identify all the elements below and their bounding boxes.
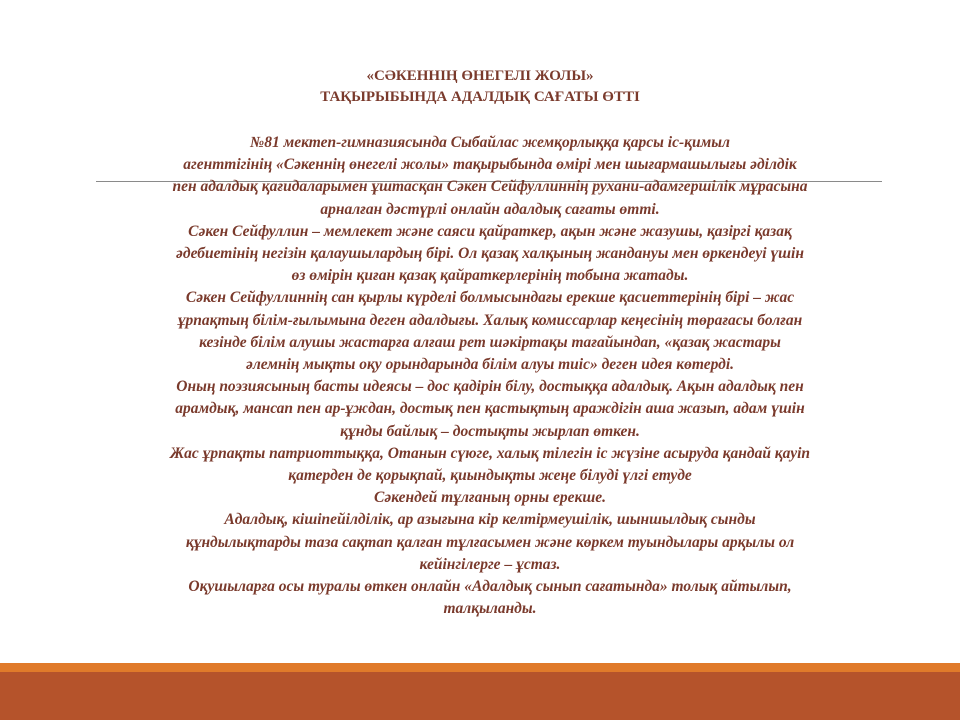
body-line: Сәкендей тұлғаның орны ерекше.: [373, 489, 606, 507]
body-line: құнды байлық – достықты жырлап өткен.: [340, 422, 640, 440]
body-line: арамдық, мансап пен ар-ұждан, достық пен қастықтың араждігін аша жазып, адам үшін: [175, 400, 805, 418]
body-line: кейінгілерге – ұстаз.: [419, 555, 561, 573]
title-line-2: ТАҚЫРЫБЫНДА АДАЛДЫҚ САҒАТЫ ӨТТІ: [320, 89, 640, 105]
body-line: өз өмірін қиған қазақ қайраткерлерінің тобына жатады.: [291, 267, 689, 285]
footer-accent-stripe: [0, 663, 960, 672]
body-line: агенттігінің «Сәкеннің өнегелі жолы» тақырыбында өмірі мен шығармашылығы әділдік: [183, 156, 797, 174]
body-line: талқыланды.: [443, 600, 537, 618]
page-title: [0, 66, 960, 108]
body-line: Сәкен Сейфуллиннің сан қырлы күрделі болмысындағы ерекше қасиеттерінің бірі – жас: [185, 289, 795, 307]
body-line: арналған дәстүрлі онлайн адалдық сағаты өтті.: [320, 200, 660, 218]
body-line: құндылықтарды таза сақтап қалған тұлғасымен және көркем туындылары арқылы ол: [185, 533, 795, 551]
body-line: әдебиетінің негізін қалаушылардың бірі. Ол қазақ халқының жандануы мен өркендеуі үшін: [176, 245, 804, 263]
body-line: қатерден де қорықпай, қиындықты жеңе білуді үлгі етуде: [288, 467, 692, 485]
body-line: Сәкен Сейфуллин – мемлекет және саяси қайраткер, ақын және жазушы, қазіргі қазақ: [188, 222, 792, 240]
article-body: [90, 132, 890, 620]
body-line: №81 мектеп-гимназиясында Сыбайлас жемқорлыққа қарсы іс-қимыл: [250, 134, 730, 151]
body-line: Оның поэзиясының басты идеясы – дос қадірін білу, достыққа адалдық. Ақын адалдық пен: [176, 378, 804, 396]
body-line: Оқушыларға осы туралы өткен онлайн «Адалдық сынып сағатында» толық айтылып,: [188, 578, 792, 596]
title-line-1: «СӘКЕННІҢ ӨНЕГЕЛІ ЖОЛЫ»: [366, 68, 594, 84]
body-line: Жас ұрпақты патриоттыққа, Отанын сүюге, халық тілегін іс жүзіне асыруда қандай қауіп: [169, 444, 811, 462]
body-line: ұрпақтың білім-ғылымына деген адалдығы. Халық комиссарлар кеңесінің төрағасы болған: [177, 311, 803, 329]
body-line: кезінде білім алушы жастарға алғаш рет шәкіртақы тағайындап, «қазақ жастары: [199, 333, 781, 351]
body-line: пен адалдық қағидаларымен ұштасқан Сәкен Сейфуллиннің рухани-адамгершілік мұрасына: [172, 178, 808, 196]
body-line: Адалдық, кішіпейілділік, ар азығына кір келтірмеушілік, шыншылдық сынды: [224, 511, 756, 529]
body-line: әлемнің мықты оқу орындарында білім алуы тиіс» деген идея көтерді.: [245, 356, 735, 374]
footer-bar: [0, 672, 960, 720]
